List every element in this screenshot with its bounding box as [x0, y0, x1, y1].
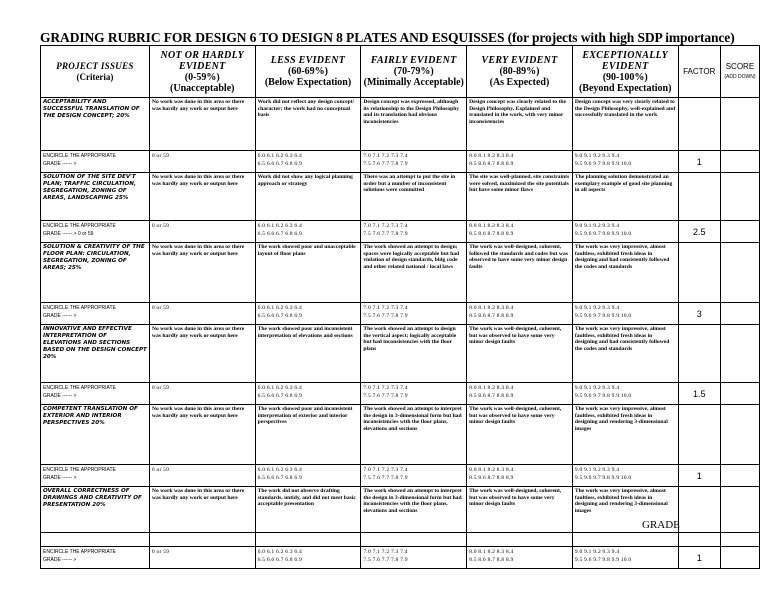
grade-values-line[interactable]: 0 or 59	[151, 153, 170, 159]
grade-options[interactable]	[149, 383, 255, 405]
grade-values-line[interactable]: 6.0 6.1 6.2 6.3 6.4	[257, 153, 302, 159]
grade-arrow: GRADE ------ >	[43, 313, 77, 319]
criteria-row	[41, 173, 760, 221]
grade-row	[41, 221, 760, 243]
score-cell[interactable]	[720, 151, 759, 173]
grade-options[interactable]	[149, 151, 255, 173]
grade-values-line[interactable]: 8.5 8.6 8.7 8.8 8.9	[469, 557, 514, 563]
grade-values-line[interactable]: 9.0 9.1 9.2 9.3 9.4	[574, 305, 620, 311]
grade-values-line[interactable]: 0 or 59	[151, 223, 170, 229]
criteria-description: Design concept was very clearly related to the Design Philosophy, well-explained and successfully translated in the work	[572, 98, 678, 151]
grade-options[interactable]	[255, 151, 361, 173]
criteria-description: No work was done in this area or there was hardly any work or output here	[149, 173, 255, 221]
grade-options[interactable]	[255, 547, 361, 569]
grade-options[interactable]	[255, 221, 361, 243]
grade-values-line[interactable]: 9.5 9.6 9.7 9.8 9.9 10.0	[574, 557, 632, 563]
criteria-description: The work showed an attempt to design the vertical aspect; logically acceptable but had inconsistencies with the floor plans	[361, 325, 467, 383]
header-issues-title: PROJECT ISSUES	[56, 60, 134, 71]
criteria-description: The site was well-planned, site constraints were solved, maximized the site potentials but have some minor flaws	[467, 173, 573, 221]
grade-values-line[interactable]: 6.0 6.1 6.2 6.3 6.4	[257, 549, 302, 555]
grade-values-line[interactable]: 6.5 6.6 6.7 6.8 6.9	[257, 231, 302, 237]
score-spacer	[720, 173, 759, 221]
encircle-label: ENCIRCLE THE APPROPRIATE	[43, 549, 116, 555]
header-level-3: FAIRLY EVIDENT (70-79%) (Minimally Acceptable)	[361, 46, 467, 98]
grade-values-line[interactable]: 0 or 59	[151, 385, 170, 391]
grade-values-line[interactable]: 9.5 9.6 9.7 9.8 9.9 10.0	[574, 161, 632, 167]
grade-options[interactable]	[361, 383, 467, 405]
factor-spacer	[678, 325, 720, 383]
bottom-rule	[40, 532, 760, 533]
factor-spacer	[678, 98, 720, 151]
criteria-row	[41, 325, 760, 383]
grade-row	[41, 151, 760, 173]
score-cell[interactable]	[720, 465, 759, 487]
grade-options[interactable]	[255, 303, 361, 325]
grade-values-line[interactable]: 9.0 9.1 9.2 9.3 9.4	[574, 223, 620, 229]
grade-options[interactable]	[361, 303, 467, 325]
criteria-description: There was an attempt to put the site in order but a number of inconsistent solutions were committed	[361, 173, 467, 221]
criteria-description: The work showed poor and inconsistent interpretation of elevations and sections	[255, 325, 361, 383]
header-score: SCORE (ADD DOWN)	[720, 46, 759, 98]
grade-values-line[interactable]: 9.5 9.6 9.7 9.8 9.9 10.0	[574, 475, 632, 481]
criteria-description: The work did not observe drafting standards, untidy, and did not meet basic acceptable presentation	[255, 487, 361, 547]
grade-values-line[interactable]: 0 or 59	[151, 467, 170, 473]
grade-options[interactable]	[572, 547, 678, 569]
grade-values-line[interactable]: 7.5 7.6 7.7 7.8 7.9	[363, 393, 408, 399]
grade-values-line[interactable]: 7.0 7.1 7.2 7.3 7.4	[363, 305, 408, 311]
criteria-description: The work was very impressive, almost faultless, exhibited fresh ideas in designing and rendering 3-dimensional images	[572, 405, 678, 465]
grade-values-line[interactable]: 8.0 8.1 8.2 8.3 8.4	[469, 549, 514, 555]
header-level-1: NOT OR HARDLY EVIDENT (0-59%) (Unacceptable)	[149, 46, 255, 98]
factor-spacer	[678, 405, 720, 465]
criteria-description: The work showed an attempt to interpret the design in 3-dimensional form but had inconsistencies with the floor plans, elevations and sections	[361, 405, 467, 465]
factor-spacer	[678, 487, 720, 547]
grade-options[interactable]	[361, 221, 467, 243]
grade-values-line[interactable]: 7.5 7.6 7.7 7.8 7.9	[363, 475, 408, 481]
criteria-label: OVERALL CORRECTNESS OF DRAWINGS AND CREATIVITY OF PRESENTATION 20%	[41, 487, 150, 547]
grade-options[interactable]	[572, 465, 678, 487]
grade-arrow: GRADE ------ >	[43, 557, 77, 563]
grade-values-line[interactable]: 8.5 8.6 8.7 8.8 8.9	[469, 161, 514, 167]
grade-values-line[interactable]: 8.0 8.1 8.2 8.3 8.4	[469, 385, 514, 391]
grade-options[interactable]	[255, 383, 361, 405]
grade-values-line[interactable]: 7.0 7.1 7.2 7.3 7.4	[363, 153, 408, 159]
score-spacer	[720, 487, 759, 547]
factor-spacer	[678, 173, 720, 221]
criteria-description: Design concept was expressed, although its relationship to the Design Philosophy and its translation had obvious inconsistencies	[361, 98, 467, 151]
grade-values-line[interactable]: 9.0 9.1 9.2 9.3 9.4	[574, 385, 620, 391]
factor-value: 1	[678, 547, 720, 569]
grade-row	[41, 303, 760, 325]
grade-arrow: GRADE ------ >	[43, 475, 77, 481]
criteria-description: No work was done in this area or there was hardly any work or output here	[149, 487, 255, 547]
score-spacer	[720, 325, 759, 383]
grade-values-line[interactable]: 6.5 6.6 6.7 6.8 6.9	[257, 313, 302, 319]
criteria-description: The work was very impressive, almost faultless, exhibited fresh ideas in designing and had consistently followed the codes and standards	[572, 325, 678, 383]
criteria-label: SOLUTION OF THE SITE DEV'T PLAN; TRAFFIC CIRCULATION, SEGREGATION, ZONING OF AREAS, LANDSCAPING 25%	[41, 173, 150, 221]
grade-options[interactable]	[467, 221, 573, 243]
criteria-description: The work was very impressive, almost faultless, exhibited fresh ideas in designing and rendering 3-dimensional images	[572, 487, 678, 547]
score-cell[interactable]	[720, 221, 759, 243]
factor-spacer	[678, 243, 720, 303]
grade-values-line[interactable]: 8.5 8.6 8.7 8.8 8.9	[469, 231, 514, 237]
grade-values-line[interactable]: 6.0 6.1 6.2 6.3 6.4	[257, 305, 302, 311]
grade-values-line[interactable]: 7.5 7.6 7.7 7.8 7.9	[363, 231, 408, 237]
encircle-label: ENCIRCLE THE APPROPRIATE	[43, 223, 116, 229]
factor-value: 3	[678, 303, 720, 325]
grade-options[interactable]	[467, 465, 573, 487]
grade-row	[41, 547, 760, 569]
grade-values-line[interactable]: 7.0 7.1 7.2 7.3 7.4	[363, 223, 408, 229]
grade-values-line[interactable]: 8.5 8.6 8.7 8.8 8.9	[469, 393, 514, 399]
criteria-row	[41, 243, 760, 303]
grade-values-line[interactable]: 6.0 6.1 6.2 6.3 6.4	[257, 223, 302, 229]
score-spacer	[720, 405, 759, 465]
grade-values-line[interactable]: 8.5 8.6 8.7 8.8 8.9	[469, 475, 514, 481]
criteria-description: The work was well-designed, coherent, but was observed to have some very minor design faults	[467, 325, 573, 383]
grade-values-line[interactable]: 7.0 7.1 7.2 7.3 7.4	[363, 467, 408, 473]
score-cell[interactable]	[720, 383, 759, 405]
grade-options[interactable]	[149, 303, 255, 325]
grade-options[interactable]	[467, 547, 573, 569]
criteria-label: INNOVATIVE AND EFFECTIVE INTERPRETATION OF ELEVATIONS AND SECTIONS BASED ON THE DESIGN CONCEPT 20%	[41, 325, 150, 383]
criteria-description: No work was done in this area or there was hardly any work or output here	[149, 405, 255, 465]
grade-values-line[interactable]: 7.0 7.1 7.2 7.3 7.4	[363, 549, 408, 555]
score-cell[interactable]	[720, 547, 759, 569]
score-cell[interactable]	[720, 303, 759, 325]
score-spacer	[720, 98, 759, 151]
grade-arrow: GRADE ------ >	[43, 161, 77, 167]
factor-value: 2.5	[678, 221, 720, 243]
header-issues-sub: (Criteria)	[76, 71, 114, 82]
criteria-description: Design concept was clearly related to the Design Philosophy, Explained and translated in the work, with very minor inconsistencies	[467, 98, 573, 151]
criteria-description: The work showed poor and inconsistent interpretation of exterior and interior perspectives	[255, 405, 361, 465]
encircle-label: ENCIRCLE THE APPROPRIATE	[43, 385, 116, 391]
grade-values-line[interactable]: 9.5 9.6 9.7 9.8 9.9 10.0	[574, 231, 632, 237]
criteria-description: The work was well-designed, coherent, followed the standards and codes but was observed to have some very minor design faults	[467, 243, 573, 303]
grade-values-line[interactable]: 9.0 9.1 9.2 9.3 9.4	[574, 549, 620, 555]
grade-options[interactable]	[572, 151, 678, 173]
grade-values-line[interactable]: 8.5 8.6 8.7 8.8 8.9	[469, 313, 514, 319]
grade-options[interactable]	[467, 151, 573, 173]
criteria-description: The work showed an attempt to interpret the design in 3-dimensional form but had inconsistencies with the floor plans, elevations and sections	[361, 487, 467, 547]
grade-values-line[interactable]: 9.0 9.1 9.2 9.3 9.4	[574, 467, 620, 473]
header-factor: FACTOR	[678, 46, 720, 98]
grade-values-line[interactable]: 6.5 6.6 6.7 6.8 6.9	[257, 393, 302, 399]
rubric-table	[40, 45, 760, 569]
header-project-issues	[41, 46, 150, 98]
criteria-description: The work showed poor and unacceptable layout of floor plans	[255, 243, 361, 303]
encircle-instruction	[41, 547, 150, 569]
grade-values-line[interactable]: 6.0 6.1 6.2 6.3 6.4	[257, 467, 302, 473]
criteria-description: Work did not show any logical planning approach or strategy	[255, 173, 361, 221]
grade-options[interactable]	[572, 383, 678, 405]
encircle-instruction	[41, 465, 150, 487]
grade-values-line[interactable]: 7.5 7.6 7.7 7.8 7.9	[363, 557, 408, 563]
criteria-description: Work did not reflect any design concept/ character; the work had no conceptual basis	[255, 98, 361, 151]
grade-options[interactable]	[361, 547, 467, 569]
grade-values-line[interactable]: 0 or 59	[151, 549, 170, 555]
grade-options[interactable]	[467, 303, 573, 325]
grade-values-line[interactable]: 9.5 9.6 9.7 9.8 9.9 10.0	[574, 313, 632, 319]
factor-value: 1.5	[678, 383, 720, 405]
header-level-4: VERY EVIDENT (80-89%) (As Expected)	[467, 46, 573, 98]
grade-options[interactable]	[361, 151, 467, 173]
criteria-row	[41, 487, 760, 547]
grade-total-label: GRADE	[642, 519, 680, 531]
grade-options[interactable]	[255, 465, 361, 487]
header-level-2: LESS EVIDENT (60-69%) (Below Expectation)	[255, 46, 361, 98]
rubric-header	[41, 46, 760, 98]
grade-values-line[interactable]: 9.5 9.6 9.7 9.8 9.9 10.0	[574, 393, 632, 399]
grade-row	[41, 383, 760, 405]
criteria-description: The planning solution demonstrated an exemplary example of good site planning in all aspects	[572, 173, 678, 221]
factor-value: 1	[678, 465, 720, 487]
grade-values-line[interactable]: 7.5 7.6 7.7 7.8 7.9	[363, 161, 408, 167]
encircle-instruction	[41, 151, 150, 173]
grade-options[interactable]	[149, 547, 255, 569]
grade-arrow: GRADE ------ >	[43, 393, 77, 399]
criteria-description: No work was done in this area or there was hardly any work or output here	[149, 325, 255, 383]
grade-options[interactable]	[149, 465, 255, 487]
grade-values-line[interactable]: 9.0 9.1 9.2 9.3 9.4	[574, 153, 620, 159]
header-level-5: EXCEPTIONALLY EVIDENT (90-100%) (Beyond Expectation)	[572, 46, 678, 98]
grade-values-line[interactable]: 6.5 6.6 6.7 6.8 6.9	[257, 475, 302, 481]
grade-values-line[interactable]: 8.0 8.1 8.2 8.3 8.4	[469, 467, 514, 473]
grade-options[interactable]	[572, 303, 678, 325]
page-title: GRADING RUBRIC FOR DESIGN 6 TO DESIGN 8 PLATES AND ESQUISSES (for projects with high SDP importance)	[40, 30, 735, 45]
grade-values-line[interactable]: 8.0 8.1 8.2 8.3 8.4	[469, 305, 514, 311]
grade-values-line[interactable]: 6.5 6.6 6.7 6.8 6.9	[257, 557, 302, 563]
criteria-row	[41, 405, 760, 465]
grade-values-line[interactable]: 8.0 8.1 8.2 8.3 8.4	[469, 153, 514, 159]
encircle-instruction	[41, 221, 150, 243]
criteria-row	[41, 98, 760, 151]
grade-options[interactable]	[149, 221, 255, 243]
encircle-label: ENCIRCLE THE APPROPRIATE	[43, 305, 116, 311]
criteria-description: The work was well-designed, coherent, but was observed to have some very minor design faults	[467, 405, 573, 465]
criteria-description: The work was well-designed, coherent, but was observed to have some very minor design faults	[467, 487, 573, 547]
grade-values-line[interactable]: 8.0 8.1 8.2 8.3 8.4	[469, 223, 514, 229]
grade-values-line[interactable]: 7.0 7.1 7.2 7.3 7.4	[363, 385, 408, 391]
grade-options[interactable]	[572, 221, 678, 243]
criteria-label: SOLUTION & CREATIVITY OF THE FLOOR PLAN: CIRCULATION, SEGREGATION, ZONING OF AREAS; 25%	[41, 243, 150, 303]
grade-arrow: GRADE ------ > 0 or 59	[43, 231, 94, 237]
grade-values-line[interactable]: 6.5 6.6 6.7 6.8 6.9	[257, 161, 302, 167]
encircle-label: ENCIRCLE THE APPROPRIATE	[43, 153, 116, 159]
grade-options[interactable]	[361, 465, 467, 487]
encircle-label: ENCIRCLE THE APPROPRIATE	[43, 467, 116, 473]
criteria-description: The work showed an attempt to design; spaces were logically acceptable but had violation of design standards, bldg code and other related national / local laws	[361, 243, 467, 303]
encircle-instruction	[41, 383, 150, 405]
criteria-description: The work was very impressive, almost faultless, exhibited fresh ideas in designing and had consistently followed the codes and standards	[572, 243, 678, 303]
grade-row	[41, 465, 760, 487]
criteria-label: COMPETENT TRANSLATION OF EXTERIOR AND INTERIOR PERSPECTIVES 20%	[41, 405, 150, 465]
grade-values-line[interactable]: 6.0 6.1 6.2 6.3 6.4	[257, 385, 302, 391]
rubric-body	[41, 98, 760, 569]
factor-value: 1	[678, 151, 720, 173]
criteria-label: ACCEPTABILITY AND SUCCESSFUL TRANSLATION OF THE DESIGN CONCEPT; 20%	[41, 98, 150, 151]
grade-options[interactable]	[467, 383, 573, 405]
grade-values-line[interactable]: 7.5 7.6 7.7 7.8 7.9	[363, 313, 408, 319]
grade-values-line[interactable]: 0 or 59	[151, 305, 170, 311]
criteria-description: No work was done in this area or there was hardly any work or output here	[149, 98, 255, 151]
score-spacer	[720, 243, 759, 303]
encircle-instruction	[41, 303, 150, 325]
criteria-description: No work was done in this area or there was hardly any work or output here	[149, 243, 255, 303]
